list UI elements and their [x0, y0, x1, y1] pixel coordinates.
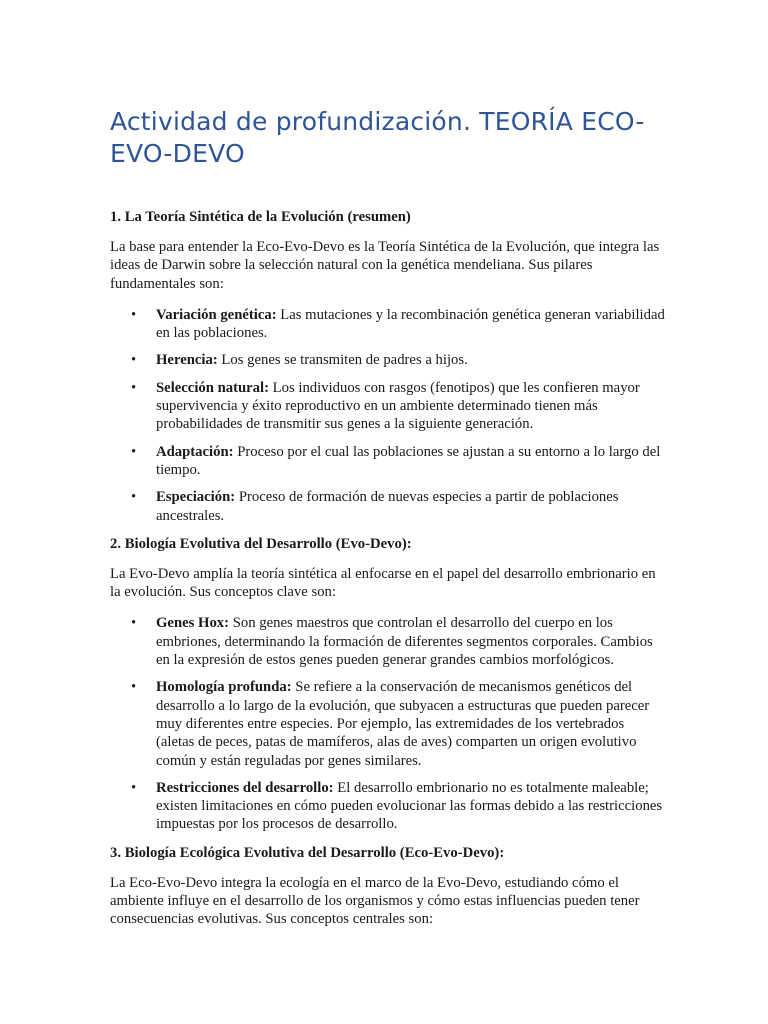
list-item-text: Los individuos con rasgos (fenotipos) que les confieren mayor supervivencia y éxito reproductivo en un ambiente determinado tienen más probabilidades de transmitir sus genes a la siguiente generación.	[156, 379, 640, 433]
list-item	[110, 379, 666, 434]
list-item-term: Adaptación:	[156, 443, 234, 460]
section-eco-evo-devo	[110, 844, 666, 929]
list-item-term: Selección natural:	[156, 379, 269, 396]
section-intro: La base para entender la Eco-Evo-Devo es la Teoría Sintética de la Evolución, que integra las ideas de Darwin sobre la selección natural con la genética mendeliana. Sus pilares fundamentales son:	[110, 239, 660, 292]
bullet-icon: •	[131, 489, 137, 506]
section-intro: La Eco-Evo-Devo integra la ecología en el marco de la Evo-Devo, estudiando cómo el ambiente influye en el desarrollo de los organismos y cómo estas influencias pueden tener consecuencias evolutivas. Sus conceptos centrales son:	[110, 874, 640, 928]
list-item	[110, 306, 666, 343]
list-item	[110, 678, 666, 769]
list-item-text: Proceso de formación de nuevas especies a partir de poblaciones ancestrales.	[156, 489, 619, 524]
bullet-list	[110, 306, 666, 525]
list-item-text: Son genes maestros que controlan el desarrollo del cuerpo en los embriones, determinando la formación de diferentes segmentos corporales. Cambios en la expresión de estos genes pueden generar grandes cambios morfológicos.	[156, 615, 653, 669]
bullet-icon: •	[131, 306, 137, 323]
list-item	[110, 614, 666, 669]
list-item-text: Los genes se transmiten de padres a hijos.	[217, 352, 468, 369]
list-item	[110, 488, 666, 525]
document-page	[110, 106, 666, 942]
section-heading: 3. Biología Ecológica Evolutiva del Desarrollo (Eco-Evo-Devo):	[110, 844, 505, 861]
list-item-text: Proceso por el cual las poblaciones se ajustan a su entorno a lo largo del tiempo.	[156, 443, 661, 478]
bullet-icon: •	[131, 615, 137, 632]
section-evo-devo	[110, 535, 666, 834]
section-intro: La Evo-Devo amplía la teoría sintética al enfocarse en el papel del desarrollo embrionario en la evolución. Sus conceptos clave son:	[110, 565, 656, 601]
list-item-term: Variación genética:	[156, 306, 277, 323]
bullet-icon: •	[131, 443, 137, 460]
section-synthetic-theory	[110, 208, 666, 525]
bullet-icon: •	[131, 379, 137, 396]
list-item	[110, 779, 666, 834]
list-item-term: Herencia:	[156, 352, 218, 369]
bullet-icon: •	[131, 779, 137, 796]
document-title: Actividad de profundización. TEORÍA ECO-EVO-DEVO	[110, 107, 645, 168]
list-item-text: Se refiere a la conservación de mecanismos genéticos del desarrollo a lo largo de la evolución, que subyacen a estructuras que pueden parecer muy diferentes entre especies. Por ejemplo, las extremidades de los vertebrados (aletas de peces, patas de mamíferos, alas de aves) comparten un origen evolutivo común y están reguladas por genes similares.	[156, 679, 650, 769]
section-heading: 1. La Teoría Sintética de la Evolución (resumen)	[110, 209, 411, 225]
list-item	[110, 443, 666, 480]
list-item-term: Genes Hox:	[156, 615, 230, 632]
list-item-text: El desarrollo embrionario no es totalmente maleable; existen limitaciones en cómo pueden evolucionar las formas debido a las restricciones impuestas por los procesos de desarrollo.	[156, 779, 663, 833]
list-item-term: Homología profunda:	[156, 679, 292, 696]
list-item-text: Las mutaciones y la recombinación genética generan variabilidad en las poblaciones.	[156, 306, 665, 342]
bullet-icon: •	[131, 352, 137, 369]
list-item-term: Especiación:	[156, 489, 236, 506]
list-item	[110, 351, 666, 369]
bullet-icon: •	[131, 679, 137, 696]
bullet-list	[110, 614, 666, 833]
section-heading: 2. Biología Evolutiva del Desarrollo (Evo-Devo):	[110, 535, 412, 552]
list-item-term: Restricciones del desarrollo:	[156, 779, 334, 796]
